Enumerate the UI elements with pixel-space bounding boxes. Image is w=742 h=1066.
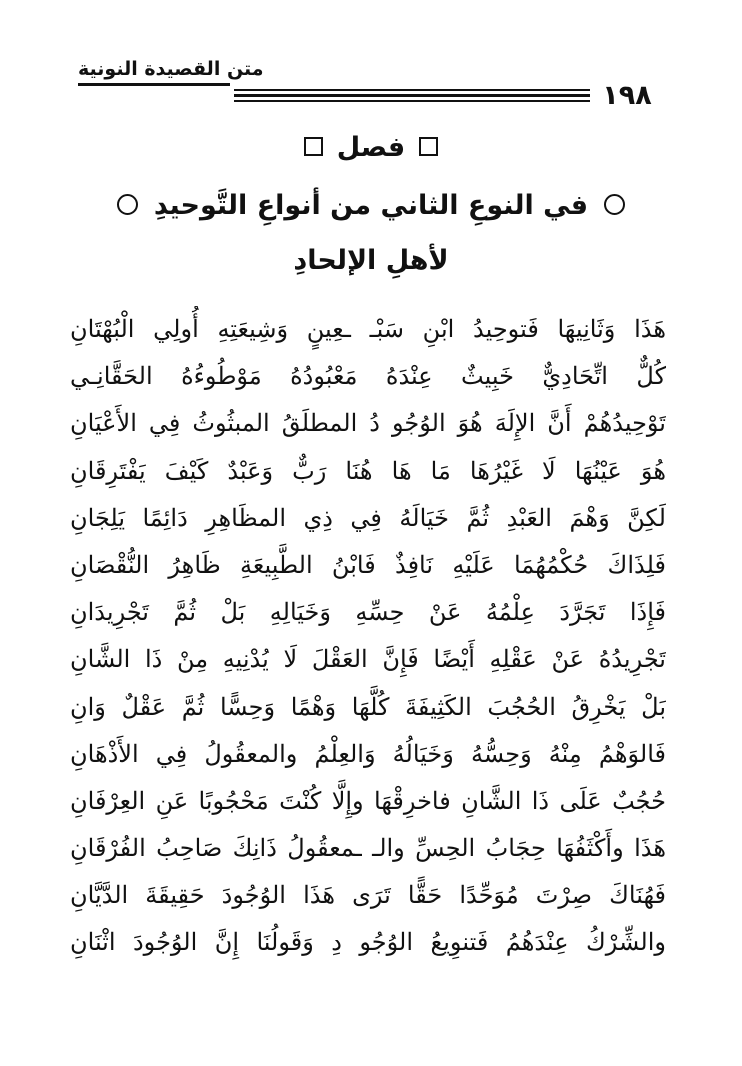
section-label: فصل xyxy=(336,132,406,163)
verse-line: تَجْرِيدُهُ عَنْ عَقْلِهِ أَيْضًا فَإِنَّ العَقْلَ لَا يُدْنِيهِ مِنْ ذَا الشَّانِ xyxy=(70,645,666,674)
circle-ornament-icon xyxy=(604,194,625,215)
verse-line: كُلٌّ اتِّحَادِيٌّ خَبِيثٌ عِنْدَهُ مَعْبُودُهُ مَوْطُوءُهُ الحَقَّانِـي xyxy=(70,362,666,391)
verse-line: هَذَا وَثَانِيهَا فَتوحِيدُ ابْنِ سَبْـ ـعِينٍ وَشِيعَتِهِ أُولِي الْبُهْتَانِ xyxy=(70,315,666,343)
verse-line: فَالوَهْمُ مِنْهُ وَحِسُّهُ وَخَيَالُهُ وَالعِلْمُ والمعقُولُ فِي الأَذْهَانِ xyxy=(70,739,666,768)
circle-ornament-icon xyxy=(117,194,138,215)
verse-line: فَإِذَا تَجَرَّدَ عِلْمُهُ عَنْ حِسِّهِ وَخَيَالِهِ بَلْ ثُمَّ تَجْرِيدَانِ xyxy=(70,598,666,627)
title-underline xyxy=(78,83,230,86)
header-rule xyxy=(234,94,590,97)
section-heading xyxy=(0,132,742,163)
chapter-title xyxy=(0,190,742,221)
page-number: ١٩٨ xyxy=(602,80,652,111)
verse-line: هُوَ عَيْنُهَا لَا غَيْرُهَا مَا هَا هُنَا رَبٌّ وَعَبْدٌ كَيْفَ يَفْتَرِقَانِ xyxy=(70,456,666,485)
verse-line: تَوْحِيدُهُمْ أَنَّ الإِلَهَ هُوَ الوُجُو دُ المطلَقُ المبثُوثُ فِي الأَعْيَانِ xyxy=(70,409,666,438)
chapter-title-text: في النوعِ الثاني من أنواعِ التَّوحيدِ xyxy=(153,190,589,221)
running-title: متن القصيدة النونية xyxy=(78,58,264,80)
verse-line: لَكِنَّ وَهْمَ العَبْدِ ثُمَّ خَيَالَهُ فِي ذِي المظَاهِرِ دَائِمًا يَلِجَانِ xyxy=(70,503,666,532)
verse-line: فَلِذَاكَ حُكْمُهُمَا عَلَيْهِ نَافِذٌ فَابْنُ الطَّبِيعَةِ ظَاهِرُ النُّقْصَانِ xyxy=(70,550,666,579)
verse-line: فَهُنَاكَ صِرْتَ مُوَحِّدًا حَقًّا تَرَى هَذَا الوُجُودَ حَقِيقَةَ الدَّيَّانِ xyxy=(70,881,666,910)
verse-line: هَذَا وأَكْثَفُهَا حِجَابُ الحِسِّ والـ ـمعقُولُ ذَانِكَ صَاحِبُ الفُرْقَانِ xyxy=(70,834,666,863)
header-rule xyxy=(234,89,590,91)
verse-line: والشِّرْكُ عِنْدَهُمُ فَتنوِيعُ الوُجُو دِ وَقَولُنَا إِنَّ الوُجُودَ اثْنَانِ xyxy=(70,928,666,957)
chapter-subtitle: لأهلِ الإلحادِ xyxy=(293,245,449,276)
square-ornament-icon xyxy=(304,137,323,156)
verse-line: حُجُبٌ عَلَى ذَا الشَّانِ فاخرِقْهَا وإِلَّا كُنْتَ مَحْجُوبًا عَنِ العِرْفَانِ xyxy=(70,786,666,815)
verse-line: بَلْ يَخْرِقُ الحُجُبَ الكَثِيفَةَ كُلَّهَا وَهْمًا وَحِسًّا ثُمَّ عَقْلٌ وَانِ xyxy=(70,692,666,721)
verse-block xyxy=(70,306,666,967)
header-rule xyxy=(234,100,590,102)
square-ornament-icon xyxy=(419,137,438,156)
